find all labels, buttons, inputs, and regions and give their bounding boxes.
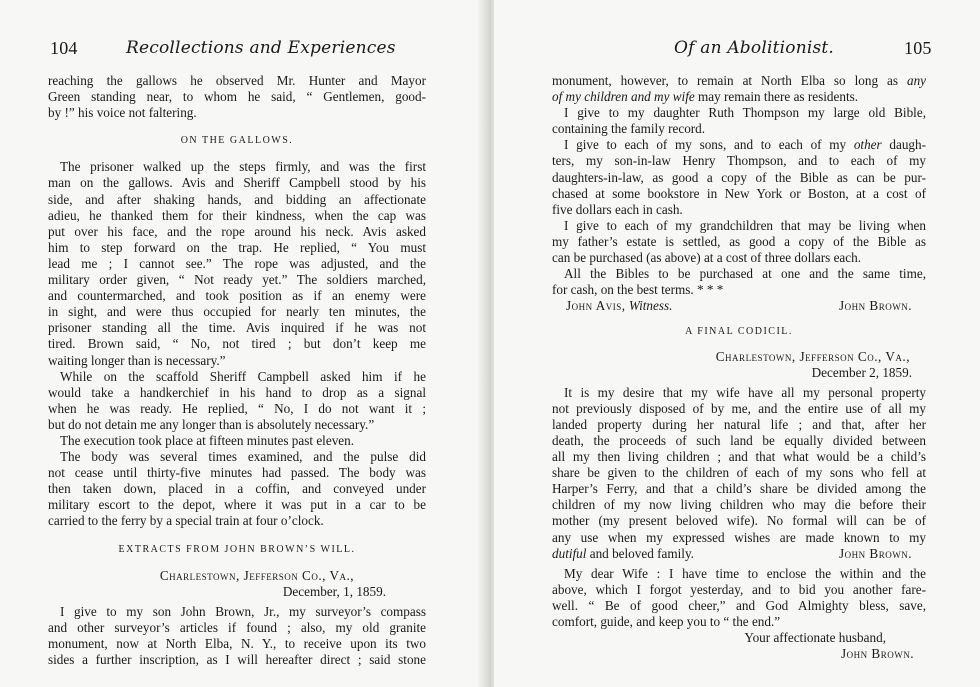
- paragraph: [552, 218, 926, 266]
- text-line: prisoner standing all the time. Avis inquired if he was not: [48, 320, 426, 336]
- text-line: my father’s estate is settled, as good a copy of the Bible as: [552, 233, 926, 249]
- text-line: sides a further inscription, as I will hereafter direct ; said stone: [48, 652, 426, 668]
- section-heading: A FINAL CODICIL.: [685, 326, 793, 338]
- codicil-date: December 2, 1859.: [811, 364, 912, 380]
- section-heading: ON THE GALLOWS.: [180, 135, 294, 147]
- text-line: containing the family record.: [552, 121, 706, 137]
- text-line: My dear Wife : I have time to enclose the within and the: [564, 565, 926, 581]
- text-line: any use when my expressed wishes are made known to my: [552, 529, 926, 545]
- text-line: While on the scaffold Sheriff Campbell asked him if he: [60, 368, 426, 384]
- text-line: children of my now living children who may die before their: [552, 497, 926, 513]
- closing-line: Your affectionate husband,: [744, 630, 886, 646]
- text-line: in sight, and were thus occupied for nearly ten minutes, the: [48, 304, 426, 320]
- text-line: tired. Brown said, “ No, not tired ; but don’t keep me: [48, 336, 426, 352]
- text-line: him to step forward on the trap. He replied, “ You must: [48, 239, 426, 255]
- text-line: carried to the ferry by a special train at four o’clock.: [48, 513, 324, 529]
- text-line: but do not detain me any longer than is absolutely necessary.”: [48, 416, 375, 432]
- paragraph: [552, 566, 926, 630]
- paragraph: [48, 159, 426, 368]
- text-line: then taken down, placed in a coffin, and conveyed under: [48, 481, 426, 497]
- text-line: landed property during her natural life ; and that, after her: [552, 416, 926, 432]
- paragraph: [48, 73, 426, 121]
- text-line: for cash, on the best terms. * * *: [552, 282, 724, 298]
- text-line: waiting longer than is necessary.”: [48, 352, 226, 368]
- text-line: adieu, he thanked them for their kindness, when the cap was: [48, 207, 426, 223]
- paragraph: [48, 369, 426, 433]
- text-line: mother (my present beloved wife). No formal will can be of: [552, 513, 926, 529]
- witness-row: [552, 298, 926, 314]
- text-line: monument, however, to remain at North Elba so long as any: [552, 73, 927, 88]
- codicil-place: Charlestown, Jefferson Co., Va.,: [715, 348, 910, 364]
- text-line: of my children and my wife may remain there as residents.: [552, 89, 859, 105]
- text-line: dutiful and beloved family. John Brown.: [552, 545, 912, 561]
- text-line: The execution took place at fifteen minutes past eleven.: [60, 432, 355, 448]
- right-page: [494, 0, 980, 687]
- text-line: The body was several times examined, and the pulse did: [60, 449, 426, 465]
- signature: John Brown.: [838, 298, 912, 314]
- right-page-body: [552, 73, 926, 662]
- text-line: would take a handkerchief in his hand to drop as a signal: [48, 384, 426, 400]
- left-page-body: [48, 73, 426, 668]
- text-line: All the Bibles to be purchased at one and the same time,: [564, 266, 926, 282]
- text-line: and other surveyor’s articles if found ; also, my old granite: [48, 619, 426, 635]
- paragraph: [48, 449, 426, 529]
- text-line: all my then living children ; and that what would be a child’s: [552, 449, 926, 465]
- left-page: [0, 0, 486, 687]
- text-line: daughters-in-law, as good a copy of the Bible as can be pur-: [552, 169, 926, 185]
- text-line: I give to my son John Brown, Jr., my surveyor’s compass: [60, 603, 426, 619]
- text-line: when he was ready. He replied, “ No, I do not want it ;: [48, 400, 426, 416]
- text-line: not previously disposed of by me, and the entire use of all my: [552, 400, 926, 416]
- paragraph: [552, 137, 926, 217]
- text-line: I give to each of my grandchildren that may be living when: [564, 217, 926, 233]
- paragraph: [48, 433, 426, 449]
- running-head-title: Recollections and Experiences: [126, 38, 396, 58]
- text-line: ters, my son-in-law Henry Thompson, and to each of my: [552, 153, 926, 169]
- page-number: 104: [50, 38, 78, 58]
- paragraph: [552, 266, 926, 298]
- paragraph: [48, 604, 426, 668]
- signature: John Brown.: [840, 646, 914, 662]
- text-line: by !” his voice not faltering.: [48, 105, 197, 121]
- will-date: December, 1, 1859.: [282, 583, 386, 599]
- text-line: side, and after shaking hands, and bidding an affectionate: [48, 191, 426, 207]
- text-line: comfort, guide, and keep you to “ the end.”: [552, 614, 781, 629]
- text-line: reaching the gallows he observed Mr. Hunter and Mayor: [48, 73, 426, 88]
- text-line: well. “ Be of good cheer,” and God Almighty bless, save,: [552, 597, 926, 613]
- text-line: military order given, “ Not ready yet.” The soldiers marched,: [48, 272, 426, 288]
- text-line: The prisoner walked up the steps firmly, and was the first: [60, 159, 426, 175]
- witness: John Avis, Witness.: [566, 298, 673, 314]
- text-line: not cease until thirty-five minutes had passed. The body was: [48, 465, 426, 481]
- text-line: and countermarched, and took position as if an enemy were: [48, 288, 426, 304]
- text-line: Harper’s Ferry, and that a child’s share be divided among the: [552, 481, 926, 497]
- paragraph: [552, 385, 926, 562]
- paragraph: [552, 105, 926, 137]
- text-line: It is my desire that my wife have all my personal property: [564, 384, 926, 400]
- text-line: military escort to the depot, where it was put in a car to be: [48, 497, 426, 513]
- text-line: chased at some bookstore in New York or Boston, at a cost of: [552, 185, 926, 201]
- page-number: 105: [904, 38, 932, 58]
- text-line: five dollars each in cash.: [552, 201, 683, 217]
- text-line: put over his face, and the rope around his neck. Avis asked: [48, 223, 426, 239]
- will-place: Charlestown, Jefferson Co., Va.,: [159, 567, 355, 583]
- paragraph: [552, 73, 926, 105]
- section-heading: EXTRACTS FROM JOHN BROWN’S WILL.: [118, 543, 356, 555]
- text-line: lead me ; I cannot see.” The rope was adjusted, and the: [48, 255, 426, 271]
- text-line: death, the proceeds of such land be equally divided between: [552, 432, 926, 448]
- text-line: man on the gallows. Avis and Sheriff Campbell stood by his: [48, 175, 426, 191]
- text-line: share be given to the children of each of my sons who fell at: [552, 465, 926, 481]
- text-line: can be purchased (as above) at a cost of three dollars each.: [552, 250, 862, 266]
- text-line: monument, now at North Elba, N. Y., to receive upon its two: [48, 636, 426, 651]
- text-line: Green standing near, to whom he said, “ Gentlemen, good-: [48, 89, 426, 105]
- running-head-title: Of an Abolitionist.: [674, 38, 835, 58]
- text-line: I give to each of my sons, and to each of my other daugh-: [564, 137, 926, 153]
- text-line: I give to my daughter Ruth Thompson my large old Bible,: [564, 105, 926, 121]
- text-line: above, which I forgot yesterday, and to bid you another fare-: [552, 581, 926, 597]
- signature: John Brown.: [838, 545, 912, 561]
